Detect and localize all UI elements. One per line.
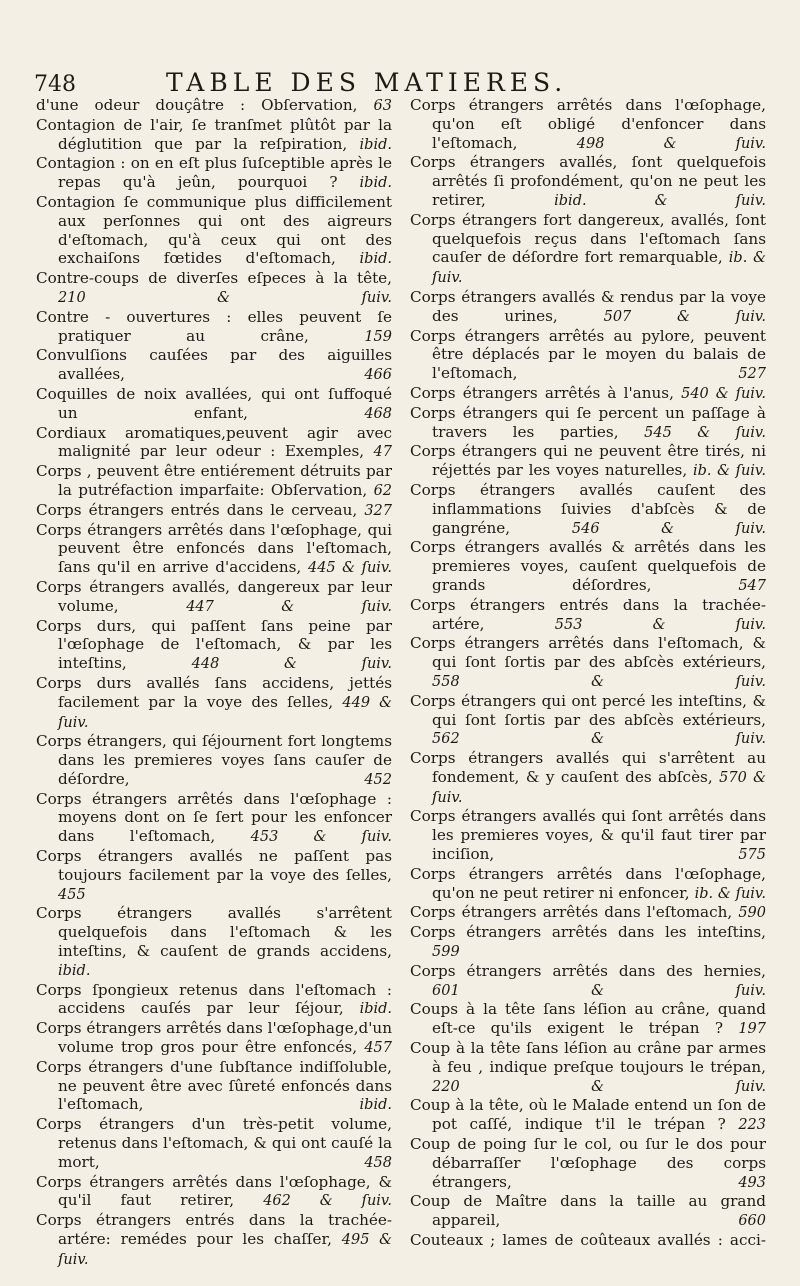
index-entry	[36, 385, 392, 424]
entry-page-ref: 197	[738, 1021, 766, 1038]
entry-text: Corps étrangers qui ſe percent un paſſage à travers les parties,	[410, 403, 766, 441]
index-entry	[36, 732, 392, 789]
entry-text: Corps étrangers qui ont percé les inteſtins, & qui ſont ſortis par des abſcès extérieurs,	[410, 691, 766, 729]
index-entry	[36, 116, 392, 155]
entry-page-ref: 562 & ſuiv.	[432, 731, 766, 748]
entry-page-ref: 457	[364, 1040, 393, 1057]
entry-text: Coup à la tête ſans léſion au crâne par armes à feu , indique preſque toujours le trépan,	[410, 1039, 766, 1076]
index-entry	[36, 674, 392, 732]
index-entry	[410, 481, 766, 538]
index-entry	[410, 96, 766, 153]
entry-page-ref: 547	[738, 577, 766, 594]
entry-text: Coup de Maître dans la taille au grand appareil,	[410, 1192, 766, 1230]
entry-text: Corps étrangers arrêtés dans l'œſophage, & qu'il faut retirer,	[36, 1172, 392, 1210]
entry-page-ref: 220 & ſuiv.	[432, 1078, 766, 1095]
entry-page-ref: 495 & ſuiv.	[58, 1232, 393, 1268]
index-entry	[36, 617, 392, 674]
index-entry	[36, 981, 392, 1020]
entry-page-ref: 453 & ſuiv.	[250, 829, 392, 846]
index-entry	[36, 308, 392, 347]
entry-text: Corps ſpongieux retenus dans l'eſtomach : accidens cauſés par leur ſéjour,	[36, 980, 392, 1018]
entry-text: Corps étrangers arrêtés dans les inteſtins,	[410, 923, 766, 942]
entry-page-ref: ibid.	[359, 1097, 392, 1114]
entry-text: Corps étrangers d'un très-petit volume, retenus dans l'eſtomach, & qui ont cauſé la mort,	[36, 1115, 392, 1171]
entry-text: Corps étrangers arrêtés dans l'eſtomach,	[410, 903, 733, 922]
entry-page-ref: 558 & ſuiv.	[432, 673, 766, 690]
entry-page-ref: 498 & ſuiv.	[576, 135, 767, 152]
index-entry	[36, 462, 392, 501]
entry-text: Corps étrangers arrêtés dans des hernies,	[410, 961, 766, 980]
entry-text: Corps étrangers avallés ne paſſent pas toujours facilement par la voye des ſelles,	[36, 847, 392, 884]
entry-text: Corps étrangers avallés s'arrêtent quelquefois dans l'eſtomach & les inteſtins, & cauſent de grands accidens,	[36, 904, 392, 961]
entry-page-ref: ibid.	[58, 962, 91, 979]
index-entry	[410, 404, 766, 443]
index-column-left	[36, 96, 392, 1270]
index-entry	[36, 1019, 392, 1058]
entry-page-ref: ibid. & ſuiv.	[554, 192, 767, 209]
entry-text: Corps étrangers avallés qui s'arrêtent au fondement, & y cauſent des abſcès,	[410, 749, 766, 786]
index-entry	[410, 807, 766, 864]
entry-page-ref: ibid.	[359, 251, 392, 268]
index-entry	[36, 1173, 392, 1212]
entry-page-ref: 159	[364, 328, 392, 345]
index-entry	[410, 288, 766, 327]
entry-text: Corps étrangers avallés, ſont quelquefois arrêtés ſi profondément, qu'on ne peut les retirer,	[410, 153, 766, 209]
entry-page-ref: 210 & ſuiv.	[58, 289, 392, 306]
entry-page-ref: ib. & ſuiv.	[694, 885, 767, 902]
index-entry	[410, 1096, 766, 1135]
entry-text: Contagion ſe communique plus difficilement aux perſonnes qui ont des aigreurs d'eſtomach, qu'à ceux qui ont des exchaiſons fœtides d'eſtomach,	[36, 192, 392, 268]
entry-text: Corps étrangers arrêtés dans l'œſophage, qui peuvent être enfoncés dans l'eſtomach, ſans qu'il en arrive d'accidens,	[36, 520, 392, 577]
entry-text: Contre - ouvertures : elles peuvent ſe pratiquer au crâne,	[36, 307, 392, 345]
entry-text: Corps étrangers entrés dans le cerveau,	[36, 500, 358, 519]
entry-text: Corps étrangers entrés dans la trachée-artére: remédes pour les chaſſer,	[36, 1211, 392, 1249]
entry-text: Corps étrangers avallés & arrêtés dans les premieres voyes, cauſent quelquefois de grands déſordres,	[410, 538, 766, 594]
entry-text: Contagion : on en eſt plus ſuſceptible après le repas qu'à jeûn, pourquoi ?	[36, 154, 392, 192]
entry-text: Cordiaux aromatiques,peuvent agir avec malignité par leur odeur : Exemples,	[36, 423, 392, 461]
index-entry	[36, 578, 392, 617]
entry-page-ref: 455	[58, 886, 86, 903]
entry-text: Corps étrangers arrêtés dans l'œſophage,d'un volume trop gros pour être enfoncés,	[36, 1019, 392, 1057]
index-entry	[36, 904, 392, 980]
entry-page-ref: 545 & ſuiv.	[644, 424, 766, 441]
entry-page-ref: 527	[738, 366, 766, 383]
entry-page-ref: 449 & ſuiv.	[58, 694, 392, 731]
entry-text: Corps étrangers arrêtés dans l'œſophage, qu'on ne peut retirer ni enfoncer,	[410, 864, 766, 902]
index-column-right	[410, 96, 766, 1250]
entry-page-ref: 468	[364, 405, 392, 422]
entry-page-ref: ibid.	[359, 1001, 393, 1018]
entry-text: Contagion de l'air, ſe tranſmet plûtôt par la déglutition que par la reſpiration,	[36, 115, 392, 153]
entry-text: Corps étrangers avallés qui ſont arrêtés dans les premieres voyes, & qu'il faut tirer par inciſion,	[410, 807, 766, 864]
entry-page-ref: ib. & ſuiv.	[692, 463, 766, 480]
index-entry	[410, 211, 766, 288]
entry-text: Corps étrangers qui ne peuvent être tirés, ni réjettés par les voyes naturelles,	[410, 442, 766, 480]
entry-text: Corps durs avallés ſans accidens, jettés facilement par la voye des ſelles,	[36, 673, 392, 711]
index-entry	[36, 1211, 392, 1269]
entry-text: Corps étrangers d'une ſubſtance indiſſoluble, ne peuvent être avec ſûreté enfoncés dans l'eſtomach,	[36, 1057, 392, 1114]
index-entry	[410, 1000, 766, 1039]
entry-text: d'une odeur douçâtre : Obſervation,	[36, 96, 358, 114]
index-entry	[36, 154, 392, 193]
index-entry	[36, 790, 392, 847]
index-entry	[36, 424, 392, 463]
index-entry	[410, 962, 766, 1001]
entry-page-ref: 327	[364, 502, 392, 519]
entry-text: Convulſions cauſées par des aiguilles avallées,	[36, 346, 392, 384]
entry-page-ref: 448 & ſuiv.	[191, 656, 392, 673]
index-entry	[410, 538, 766, 595]
page-number: 748	[34, 72, 76, 97]
entry-text: Corps étrangers avallés & rendus par la voye des urines,	[410, 287, 766, 325]
entry-text: Coup à la tête, où le Malade entend un ſon de pot caſſé, indique t'il le trépan ?	[410, 1096, 766, 1134]
entry-page-ref: 445 & ſuiv.	[307, 560, 392, 577]
index-entry	[36, 193, 392, 269]
entry-page-ref: 590	[738, 905, 767, 922]
entry-text: Coups à la tête ſans léſion au crâne, quand eſt-ce qu'ils exigent le trépan ?	[410, 1000, 766, 1038]
index-entry	[410, 384, 766, 404]
index-entry	[410, 1039, 766, 1096]
entry-page-ref: ib. & ſuiv.	[432, 250, 767, 287]
entry-text: Corps étrangers fort dangereux, avallés, ſont quelquefois reçus dans l'eſtomach ſans cauſer de déſordre fort remarquable,	[410, 210, 766, 267]
entry-page-ref: 462 & ſuiv.	[263, 1193, 393, 1210]
index-entry	[410, 865, 766, 904]
index-entry	[410, 442, 766, 481]
entry-page-ref: 63	[373, 98, 392, 114]
entry-page-ref: 507 & ſuiv.	[603, 308, 766, 325]
index-entry	[410, 596, 766, 635]
entry-text: Corps étrangers arrêtés dans l'eſtomach, & qui ſont ſortis par des abſcès extérieurs,	[410, 634, 766, 672]
entry-page-ref: 447 & ſuiv.	[186, 598, 392, 615]
entry-text: Corps étrangers arrêtés dans l'œſophage : moyens dont on ſe ſert pour les enfoncer dans l'eſtomach,	[36, 789, 392, 846]
index-entry	[36, 847, 392, 904]
index-entry	[410, 1192, 766, 1231]
entry-page-ref: 553 & ſuiv.	[554, 616, 766, 633]
entry-page-ref: 62	[373, 482, 393, 499]
entry-page-ref: ibid.	[359, 136, 392, 153]
entry-text: Corps étrangers avallés, dangereux par leur volume,	[36, 577, 392, 615]
index-entry	[410, 327, 766, 384]
page-title: TABLE DES MATIERES.	[166, 68, 568, 97]
index-entry	[410, 1135, 766, 1192]
entry-text: Corps étrangers entrés dans la trachée-artére,	[410, 595, 766, 633]
entry-text: Corps étrangers arrêtés à l'anus,	[410, 383, 674, 402]
entry-text: Corps , peuvent être entiérement détruits par la putréfaction imparfaite: Obſervation,	[36, 462, 392, 499]
entry-page-ref: 570 & ſuiv.	[432, 769, 767, 806]
index-entry	[410, 153, 766, 210]
entry-page-ref: 540 & ſuiv.	[681, 385, 767, 402]
index-entry	[36, 346, 392, 385]
index-entry	[36, 1058, 392, 1115]
index-entry	[410, 1231, 766, 1250]
entry-page-ref: 546 & ſuiv.	[571, 520, 766, 537]
entry-text: Coup de poing ſur le col, ou ſur le dos pour débarraſſer l'œſophage des corps étrangers,	[410, 1135, 766, 1191]
index-entry	[36, 521, 392, 578]
entry-page-ref: 575	[738, 847, 766, 864]
entry-text: Couteaux ; lames de coûteaux avallés : acci-	[410, 1231, 766, 1250]
entry-text: Corps étrangers, qui ſéjournent fort longtems dans les premieres voyes ſans cauſer de déſordre,	[36, 732, 392, 788]
index-entry	[36, 269, 392, 308]
entry-text: Corps étrangers avallés cauſent des inflammations ſuivies d'abſcès & de gangréne,	[410, 480, 766, 537]
entry-text: Corps étrangers arrêtés dans l'œſophage, qu'on eſt obligé d'enfoncer dans l'eſtomach,	[410, 96, 766, 152]
index-entry	[410, 634, 766, 691]
entry-page-ref: 493	[738, 1174, 766, 1191]
entry-page-ref: 223	[738, 1117, 767, 1134]
index-entry	[36, 96, 392, 116]
entry-page-ref: 466	[364, 367, 392, 384]
entry-page-ref: 599	[432, 944, 460, 961]
index-entry	[410, 923, 766, 962]
index-entry	[36, 1115, 392, 1172]
index-entry	[410, 749, 766, 807]
entry-page-ref: 601 & ſuiv.	[432, 982, 766, 999]
index-entry	[410, 903, 766, 923]
entry-text: Coquilles de noix avallées, qui ont ſuffoqué un enfant,	[36, 384, 392, 422]
entry-page-ref: 47	[373, 444, 392, 461]
entry-page-ref: 452	[364, 771, 392, 788]
entry-page-ref: ibid.	[359, 175, 392, 192]
entry-text: Contre-coups de diverſes eſpeces à la tête,	[36, 269, 392, 288]
entry-page-ref: 458	[364, 1154, 392, 1171]
entry-page-ref: 660	[738, 1213, 766, 1230]
index-entry	[410, 692, 766, 749]
entry-text: Corps durs, qui paſſent ſans peine par l'œſophage de l'eſtomach, & par les inteſtins,	[36, 616, 392, 673]
entry-text: Corps étrangers arrêtés au pylore, peuvent être déplacés par le moyen du balais de l'eſtomach,	[410, 326, 766, 383]
index-entry	[36, 501, 392, 521]
